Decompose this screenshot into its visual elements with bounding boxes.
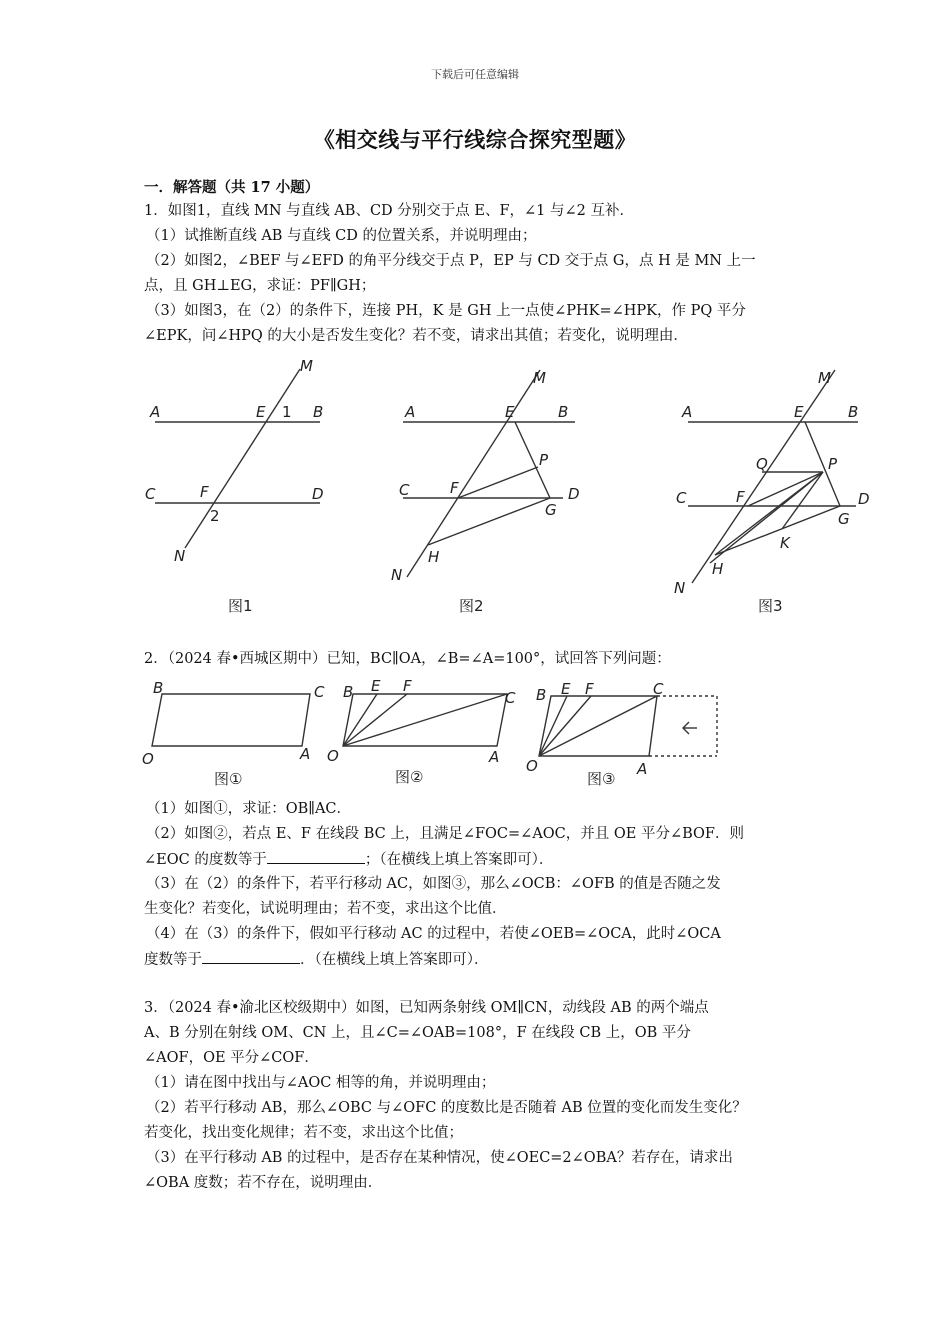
label-b: B: [343, 683, 354, 701]
q2-line-5: 生变化？若变化，试说明理由；若不变，求出这个比值．: [144, 901, 507, 917]
q2-line-7: [144, 949, 489, 970]
label-d: D: [568, 485, 580, 503]
label-a: A: [489, 748, 500, 766]
q2-figure-3: [525, 680, 725, 795]
label-d: D: [312, 485, 324, 503]
label-e: E: [561, 680, 571, 698]
q2-line-4: （3）在（2）的条件下，若平行移动 AC，如图③，那么∠OCB：∠OFB 的值是否随之发: [146, 876, 721, 892]
caption-fig-circle-2: 图②: [395, 768, 424, 786]
segment-oc: [539, 696, 657, 756]
label-q: Q: [756, 455, 768, 473]
q2-figure-2: [325, 677, 525, 795]
label-d: D: [858, 490, 870, 508]
answer-blank-2[interactable]: [202, 949, 300, 964]
q2-line-3: [144, 849, 553, 870]
segment-oe: [539, 696, 567, 756]
label-c: C: [653, 680, 664, 698]
label-e: E: [794, 403, 804, 421]
label-k: K: [780, 534, 790, 552]
q2-intro: 2．（2024 春•西城区期中）已知，BC∥OA，∠B=∠A=100°，试回答下列问题：: [144, 651, 671, 667]
q2-line-2: （2）如图②，若点 E、F 在线段 BC 上，且满足∠FOC=∠AOC，并且 OE 平分∠BOF．则: [146, 826, 744, 842]
q1-line-6: ∠EPK，问∠HPQ 的大小是否发生变化？若不变，请求出其值；若变化，说明理由．: [144, 328, 688, 344]
label-g: G: [545, 501, 557, 519]
segment-oc: [343, 694, 507, 746]
label-angle-2: 2: [210, 507, 220, 525]
q1-figure-1: [140, 355, 340, 620]
parallelogram-boac: [152, 694, 310, 746]
label-b: B: [848, 403, 859, 421]
caption-fig1: 图1: [228, 597, 253, 615]
q3-line-1: 3．（2024 春•渝北区校级期中）如图，已知两条射线 OM∥CN，动线段 AB 的两个端点: [144, 1000, 709, 1016]
label-p: P: [539, 451, 549, 469]
label-f: F: [585, 680, 594, 698]
label-o: O: [526, 757, 538, 775]
label-f: F: [200, 483, 209, 501]
label-e: E: [505, 403, 515, 421]
q1-line-5: （3）如图3，在（2）的条件下，连接 PH，K 是 GH 上一点使∠PHK=∠HPK，作 PQ 平分: [146, 303, 746, 319]
q3-line-2: A、B 分别在射线 OM、CN 上，且∠C=∠OAB=108°，F 在线段 CB 上，OB 平分: [144, 1025, 691, 1041]
q1-line-3: （2）如图2，∠BEF 与∠EFD 的角平分线交于点 P，EP 与 CD 交于点 G，点 H 是 MN 上一: [146, 253, 756, 269]
q1-figure-3: [670, 355, 880, 620]
label-h: H: [428, 548, 440, 566]
segment-of: [343, 694, 407, 746]
section-heading: 一．解答题（共 17 小题）: [144, 179, 320, 196]
label-f: F: [736, 488, 745, 506]
label-n: N: [674, 579, 686, 597]
label-a: A: [682, 403, 693, 421]
label-f: F: [450, 479, 459, 497]
q2-figure-1: [140, 680, 335, 795]
label-n: N: [174, 547, 186, 565]
caption-fig-circle-3: 图③: [587, 770, 616, 788]
q3-line-4: （1）请在图中找出与∠AOC 相等的角，并说明理由；: [146, 1075, 496, 1091]
q1-line-4: 点，且 GH⊥EG，求证：PF∥GH；: [144, 278, 376, 294]
segment-of: [539, 696, 591, 756]
label-h: H: [712, 560, 724, 578]
label-f: F: [403, 677, 412, 695]
label-c: C: [676, 489, 687, 507]
label-e: E: [371, 677, 381, 695]
segment-gh: [428, 498, 550, 545]
q1-line-1: 1．如图1，直线 MN 与直线 AB、CD 分别交于点 E、F，∠1 与∠2 互补．: [144, 203, 634, 219]
label-a: A: [405, 403, 416, 421]
label-c: C: [145, 485, 156, 503]
q2-line-7-text: 度数等于: [144, 952, 202, 968]
q3-line-8: ∠OBA 度数；若不存在，说明理由．: [144, 1175, 383, 1191]
label-a: A: [150, 403, 161, 421]
label-o: O: [142, 750, 154, 768]
q3-line-6: 若变化，找出变化规律；若不变，求出这个比值；: [144, 1125, 463, 1141]
label-b: B: [313, 403, 324, 421]
answer-blank-1[interactable]: [267, 849, 365, 864]
q2-line-6: （4）在（3）的条件下，假如平行移动 AC 的过程中，若使∠OEB=∠OCA，此时∠OCA: [146, 926, 721, 942]
caption-fig-circle-1: 图①: [214, 770, 243, 788]
q1-line-2: （1）试推断直线 AB 与直线 CD 的位置关系，并说明理由；: [146, 228, 537, 244]
label-a: A: [637, 760, 648, 778]
label-m: M: [300, 357, 313, 375]
segment-fp: [458, 467, 538, 498]
label-b: B: [536, 686, 547, 704]
label-o: O: [327, 747, 339, 765]
label-e: E: [256, 403, 266, 421]
label-c: C: [399, 481, 410, 499]
q2-line-3-tail: ；（在横线上填上答案即可）．: [364, 852, 554, 868]
label-m: M: [818, 369, 831, 387]
q2-line-1: （1）如图①，求证：OB∥AC．: [146, 801, 352, 817]
caption-fig2: 图2: [459, 597, 484, 615]
label-n: N: [391, 566, 403, 584]
segment-gh: [715, 506, 840, 555]
label-b: B: [153, 679, 164, 697]
q3-line-7: （3）在平行移动 AB 的过程中，是否存在某种情况，使∠OEC=2∠OBA？若存在，请求出: [146, 1150, 733, 1166]
dotted-original-position: [649, 696, 717, 756]
label-angle-1: 1: [282, 403, 292, 421]
page-header: 下载后可任意编辑: [431, 68, 519, 81]
label-m: M: [533, 369, 546, 387]
caption-fig3: 图3: [758, 597, 783, 615]
label-g: G: [838, 510, 850, 528]
q2-line-7-tail: ．（在横线上填上答案即可）．: [300, 952, 489, 968]
label-c: C: [314, 683, 325, 701]
label-b: B: [558, 403, 569, 421]
q3-line-5: （2）若平行移动 AB，那么∠OBC 与∠OFC 的度数比是否随着 AB 位置的变化而发生变化？: [146, 1100, 747, 1116]
label-p: P: [828, 455, 838, 473]
q3-line-3: ∠AOF，OE 平分∠COF．: [144, 1050, 319, 1066]
q1-figure-2: [385, 355, 595, 620]
label-a: A: [300, 745, 311, 763]
segment-extra: [710, 472, 823, 563]
q2-line-3-text: ∠EOC 的度数等于: [144, 852, 267, 868]
document-title: 《相交线与平行线综合探究型题》: [313, 127, 637, 152]
line-mn: [185, 369, 300, 548]
label-c: C: [505, 689, 516, 707]
